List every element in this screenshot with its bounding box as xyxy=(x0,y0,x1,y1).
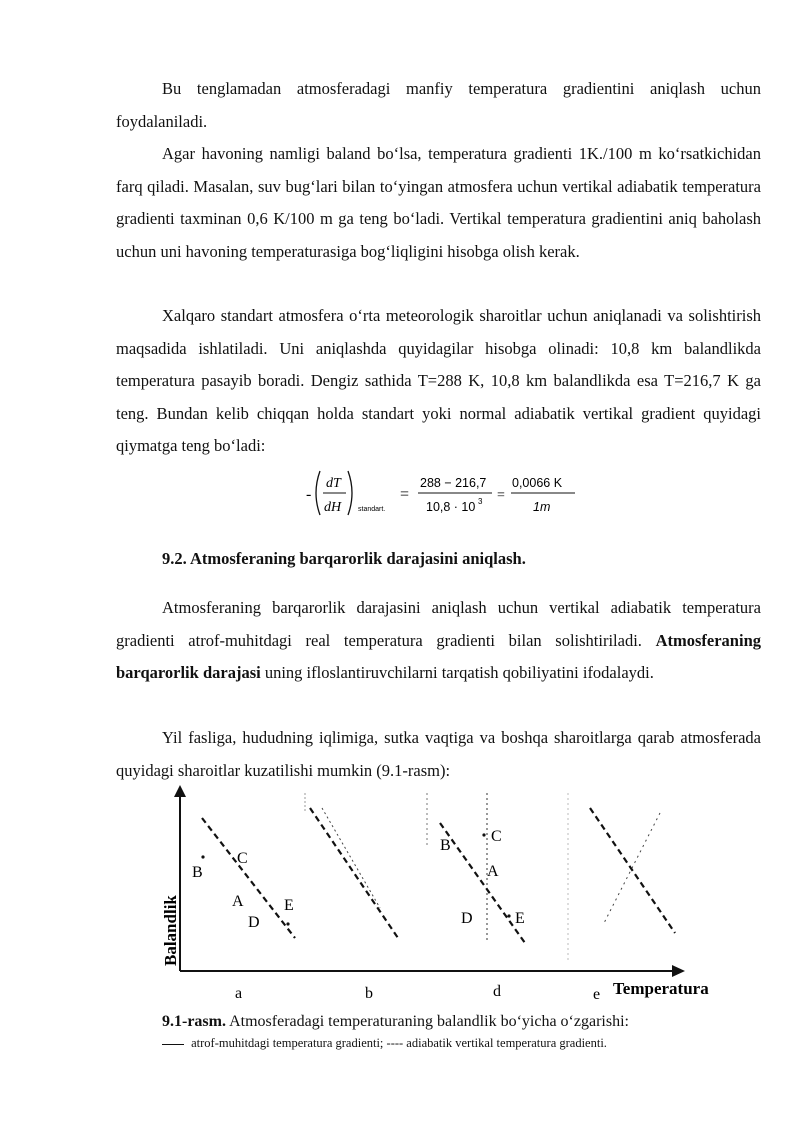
paragraph-4 xyxy=(116,592,761,690)
formula-unit: 1m xyxy=(533,500,551,514)
panel-a-point-C: C xyxy=(237,850,248,867)
panel-label-d: d xyxy=(493,983,501,1000)
panel-d-point-A: A xyxy=(487,863,499,880)
panel-a-point-E: E xyxy=(284,897,294,914)
paragraph-1: Bu tenglamadan atmosferadagi manfiy temperatura gradientini aniqlash uchun foydalaniladi. xyxy=(116,79,761,131)
formula-equals-2: = xyxy=(497,488,505,503)
panel-label-b: b xyxy=(365,985,373,1002)
formula-exponent: 3 xyxy=(478,497,483,506)
figure-legend xyxy=(162,1036,607,1051)
formula-subscript: standart. xyxy=(358,506,386,513)
panel-a-point-B: B xyxy=(192,864,203,881)
panel-d-point-E: E xyxy=(515,910,525,927)
formula-dT: dT xyxy=(326,476,341,491)
legend-solid-line xyxy=(162,1044,184,1045)
figure-caption-text: Atmosferadagi temperaturaning balandlik bo‘yicha o‘zgarishi: xyxy=(225,1013,629,1030)
formula-result: 0,0066 K xyxy=(512,476,563,490)
paragraph-3: Xalqaro standart atmosfera o‘rta meteorologik sharoitlar uchun aniqlanadi va solishtirish maqsadida ishlatiladi. Uni aniqlashda quyidagilar hisobga olinadi: 10,8 km balandlikda temperatura pasayib boradi. Dengiz sathida T=288 K, 10,8 km balandlikda esa T=216,7 K ga teng. Bundan kelib chiqqan holda standart yoki normal adiabatik vertikal gradient quyidagi qiymatga teng bo‘ladi: xyxy=(116,306,761,455)
figure-temperature-profiles xyxy=(140,783,740,1008)
panel-e-adiabatic-line xyxy=(590,808,675,933)
paragraph-4-text: Atmosferaning barqarorlik darajasini aniqlash uchun vertikal adiabatik temperatura gradienti atrof-muhitdagi real temperatura gradienti bilan solishtiriladi. xyxy=(116,598,761,650)
panel-d-point-D: D xyxy=(461,910,473,927)
panel-d-point-C: C xyxy=(491,828,502,845)
formula-dH: dH xyxy=(324,500,342,515)
x-axis-label: Temperatura xyxy=(613,979,709,998)
figure-legend-text: atrof-muhitdagi temperatura gradienti; ---- adiabatik vertikal temperatura gradienti. xyxy=(188,1036,607,1050)
section-heading: 9.2. Atmosferaning barqarorlik darajasini aniqlash. xyxy=(162,549,526,568)
figure-caption-label: 9.1-rasm. xyxy=(162,1013,226,1030)
panel-d-adiabatic-line xyxy=(440,823,525,943)
panel-label-e: e xyxy=(593,986,601,1003)
formula-minus: - xyxy=(306,486,312,503)
y-axis-arrow xyxy=(174,785,186,797)
panel-b-adiabatic-line xyxy=(310,808,398,938)
gradient-formula xyxy=(300,463,600,523)
x-axis-arrow xyxy=(672,965,685,977)
y-axis-label: Balandlik xyxy=(161,895,180,966)
paragraph-2: Agar havoning namligi baland bo‘lsa, temperatura gradienti 1K./100 m ko‘rsatkichidan farq qiladi. Masalan, suv bug‘lari bilan to‘yingan atmosfera uchun vertikal adiabatik temperatura gradienti taxminan 0,6 K/100 m ga teng bo‘ladi. Vertikal temperatura gradientini aniq baholash uchun uni havoning temperaturasiga bog‘liqligini hisobga olish kerak. xyxy=(116,144,761,261)
formula-equals: = xyxy=(400,486,410,503)
panel-a-point-D: D xyxy=(248,914,260,931)
panel-a-point-A: A xyxy=(232,893,244,910)
panel-d-point-B: B xyxy=(440,837,451,854)
panel-b-environment-line xyxy=(322,808,380,908)
paragraph-4-text-end: uning ifloslantiruvchilarni tarqatish qobiliyatini ifodalaydi. xyxy=(260,663,654,682)
paragraph-4-bold-term: Atmosferaning barqarorlik darajasi xyxy=(116,630,761,682)
figure-caption xyxy=(162,1013,629,1031)
paragraph-5: Yil fasliga, hududning iqlimiga, sutka vaqtiga va boshqa sharoitlarga qarab atmosferada quyidagi sharoitlar kuzatilishi mumkin (9.1-rasm): xyxy=(116,728,761,780)
formula-denominator: 10,8 · 10 xyxy=(426,500,476,514)
panel-label-a: a xyxy=(235,985,243,1002)
formula-numerator: 288 − 216,7 xyxy=(420,476,487,490)
